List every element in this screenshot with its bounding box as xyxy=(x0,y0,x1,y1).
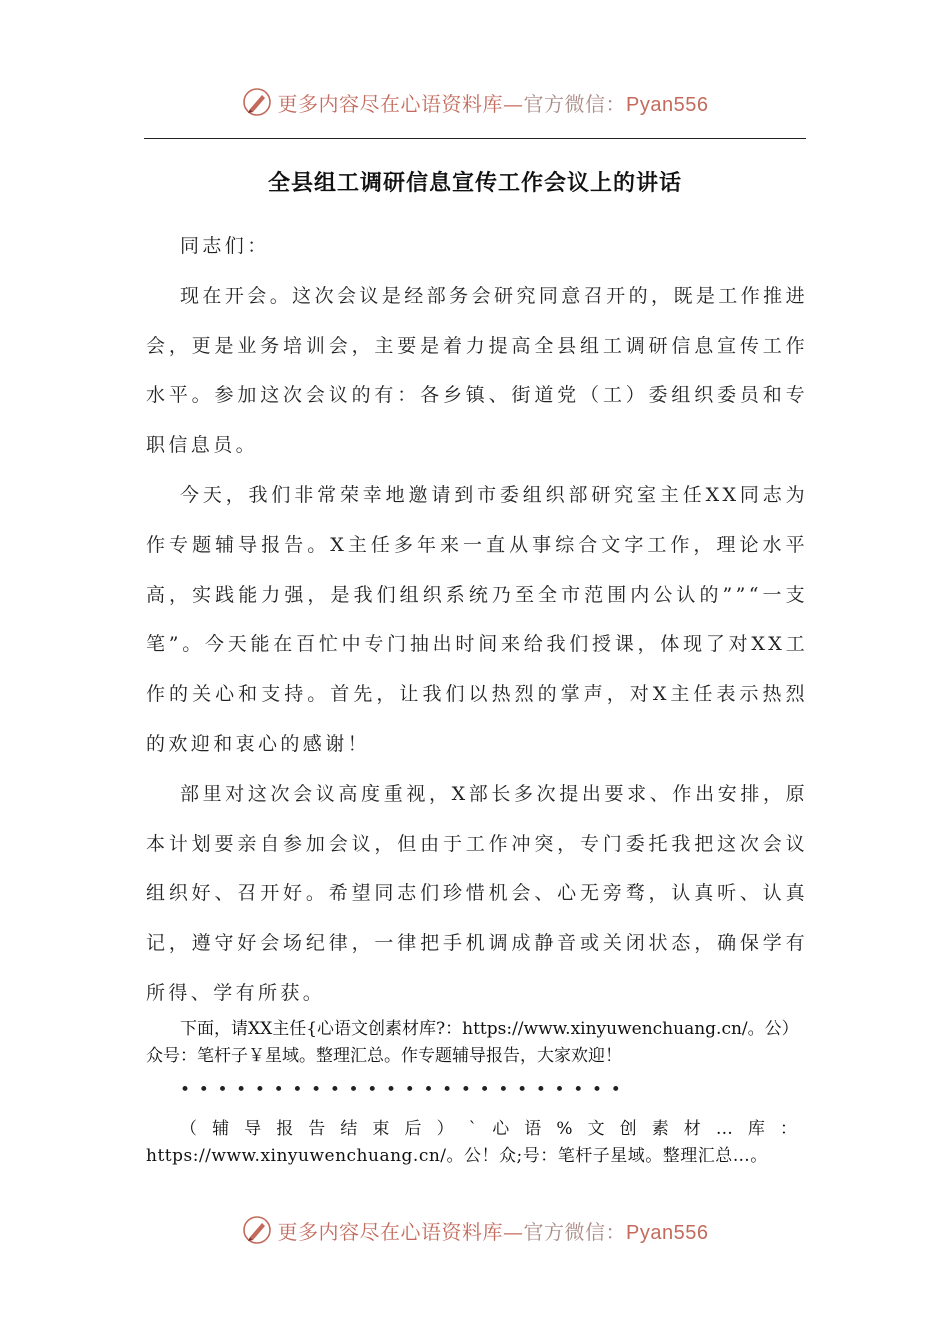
header-rule xyxy=(144,138,806,139)
greeting: 同志们： xyxy=(180,235,270,257)
banner-text: 更多内容尽在心语资料库—官方微信：Pyan556 xyxy=(277,1219,709,1244)
paragraph-1: 现在开会。这次会议是经部务会研究同意召开的，既是工作推进会，更是业务培训会，主要是着力提高全县组工调研信息宣传工作水平。参加这次会议的有：各乡镇、街道党（工）委组织委员和专职信息员。 xyxy=(146,284,808,457)
pen-logo-icon xyxy=(242,1215,272,1245)
pen-logo-icon xyxy=(242,87,272,117)
paragraph-invite: 下面，请XX主任{心语文创素材库?：https://www.xinyuwenchuang.cn/。公）众号：笔杆子￥星域。整理汇总。作专题辅导报告，大家欢迎！ xyxy=(146,1019,799,1066)
paragraph-3: 部里对这次会议高度重视，X部长多次提出要求、作出安排，原本计划要亲自参加会议，但由于工作冲突，专门委托我把这次会议组织好、召开好。希望同志们珍惜机会、心无旁骛，认真听、认真记，遵守好会场纪律，一律把手机调成静音或关闭状态，确保学有所得、学有所获。 xyxy=(146,782,808,1004)
paragraph-2: 今天，我们非常荣幸地邀请到市委组织部研究室主任XX同志为作专题辅导报告。X主任多年来一直从事综合文字工作，理论水平高，实践能力强，是我们组织系统乃至全市范围内公认的””“一支笔”。今天能在百忙中专门抽出时间来给我们授课，体现了对XX工作的关心和支持。首先，让我们以热烈的掌声，对X主任表示热烈的欢迎和衷心的感谢！ xyxy=(146,483,808,755)
paragraph-closing: （辅导报告结束后）`心语%文创素材…库：https://www.xinyuwenchuang.cn/。公！众;号：笔杆子星域。整理汇总…。 xyxy=(146,1119,808,1166)
header-banner xyxy=(0,80,950,124)
document-title: 全县组工调研信息宣传工作会议上的讲话 xyxy=(267,170,682,196)
dot-separator: •••••••••••••••••••••••• xyxy=(180,1080,630,1100)
banner-text: 更多内容尽在心语资料库—官方微信：Pyan556 xyxy=(277,91,709,116)
document-body xyxy=(146,222,808,1019)
footer-banner xyxy=(0,1208,950,1252)
